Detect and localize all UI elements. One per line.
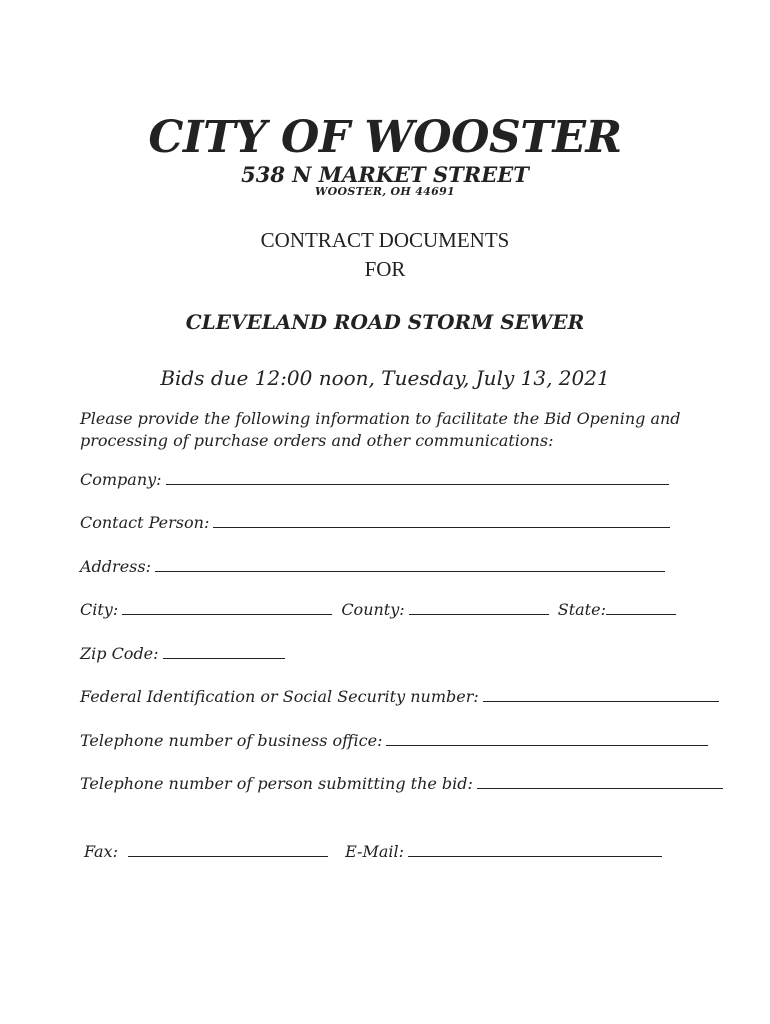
county-label: County: [341,600,405,619]
submitter-phone-row [80,772,723,796]
address-field[interactable] [155,555,665,572]
company-row [80,468,669,492]
contact-person-row [80,511,670,535]
intro-line-1: Please provide the following information to facilitate the Bid Opening and [80,409,681,428]
business-phone-row [80,729,708,753]
county-field[interactable] [409,598,549,615]
federal-id-row [80,685,719,709]
project-name: CLEVELAND ROAD STORM SEWER [185,310,585,334]
submitter-phone-label: Telephone number of person submitting the bid: [80,774,473,793]
email-field[interactable] [408,840,662,857]
business-phone-field[interactable] [386,729,708,746]
company-field[interactable] [166,468,669,485]
contact-person-field[interactable] [213,511,670,528]
intro-paragraph [80,408,720,452]
street-address: 538 N MARKET STREET [241,162,529,187]
submitter-phone-field[interactable] [477,772,723,789]
company-label: Company: [80,470,162,489]
city-field[interactable] [122,598,332,615]
bids-due-date: Bids due 12:00 noon, Tuesday, July 13, 2021 [160,366,610,390]
email-label: E-Mail: [345,842,404,861]
fax-label: Fax: [84,842,118,861]
document-title-line-2: FOR [364,257,406,281]
address-row [80,555,665,579]
zip-field[interactable] [163,642,285,659]
zip-row [80,642,285,666]
business-phone-label: Telephone number of business office: [80,731,383,750]
contact-person-label: Contact Person: [80,513,210,532]
document-title-line-1: CONTRACT DOCUMENTS [260,228,510,252]
federal-id-field[interactable] [483,685,719,702]
city-county-state-row [80,598,676,622]
zip-label: Zip Code: [80,644,159,663]
state-label: State: [557,600,606,619]
fax-email-row [84,840,662,864]
city-state-zip: WOOSTER, OH 44691 [314,185,455,198]
state-field[interactable] [606,598,676,615]
city-label: City: [80,600,119,619]
fax-field[interactable] [128,840,328,857]
city-title: CITY OF WOOSTER [148,112,622,163]
federal-id-label: Federal Identification or Social Security number: [80,687,479,706]
address-label: Address: [80,557,151,576]
intro-line-2: processing of purchase orders and other communications: [80,431,554,450]
